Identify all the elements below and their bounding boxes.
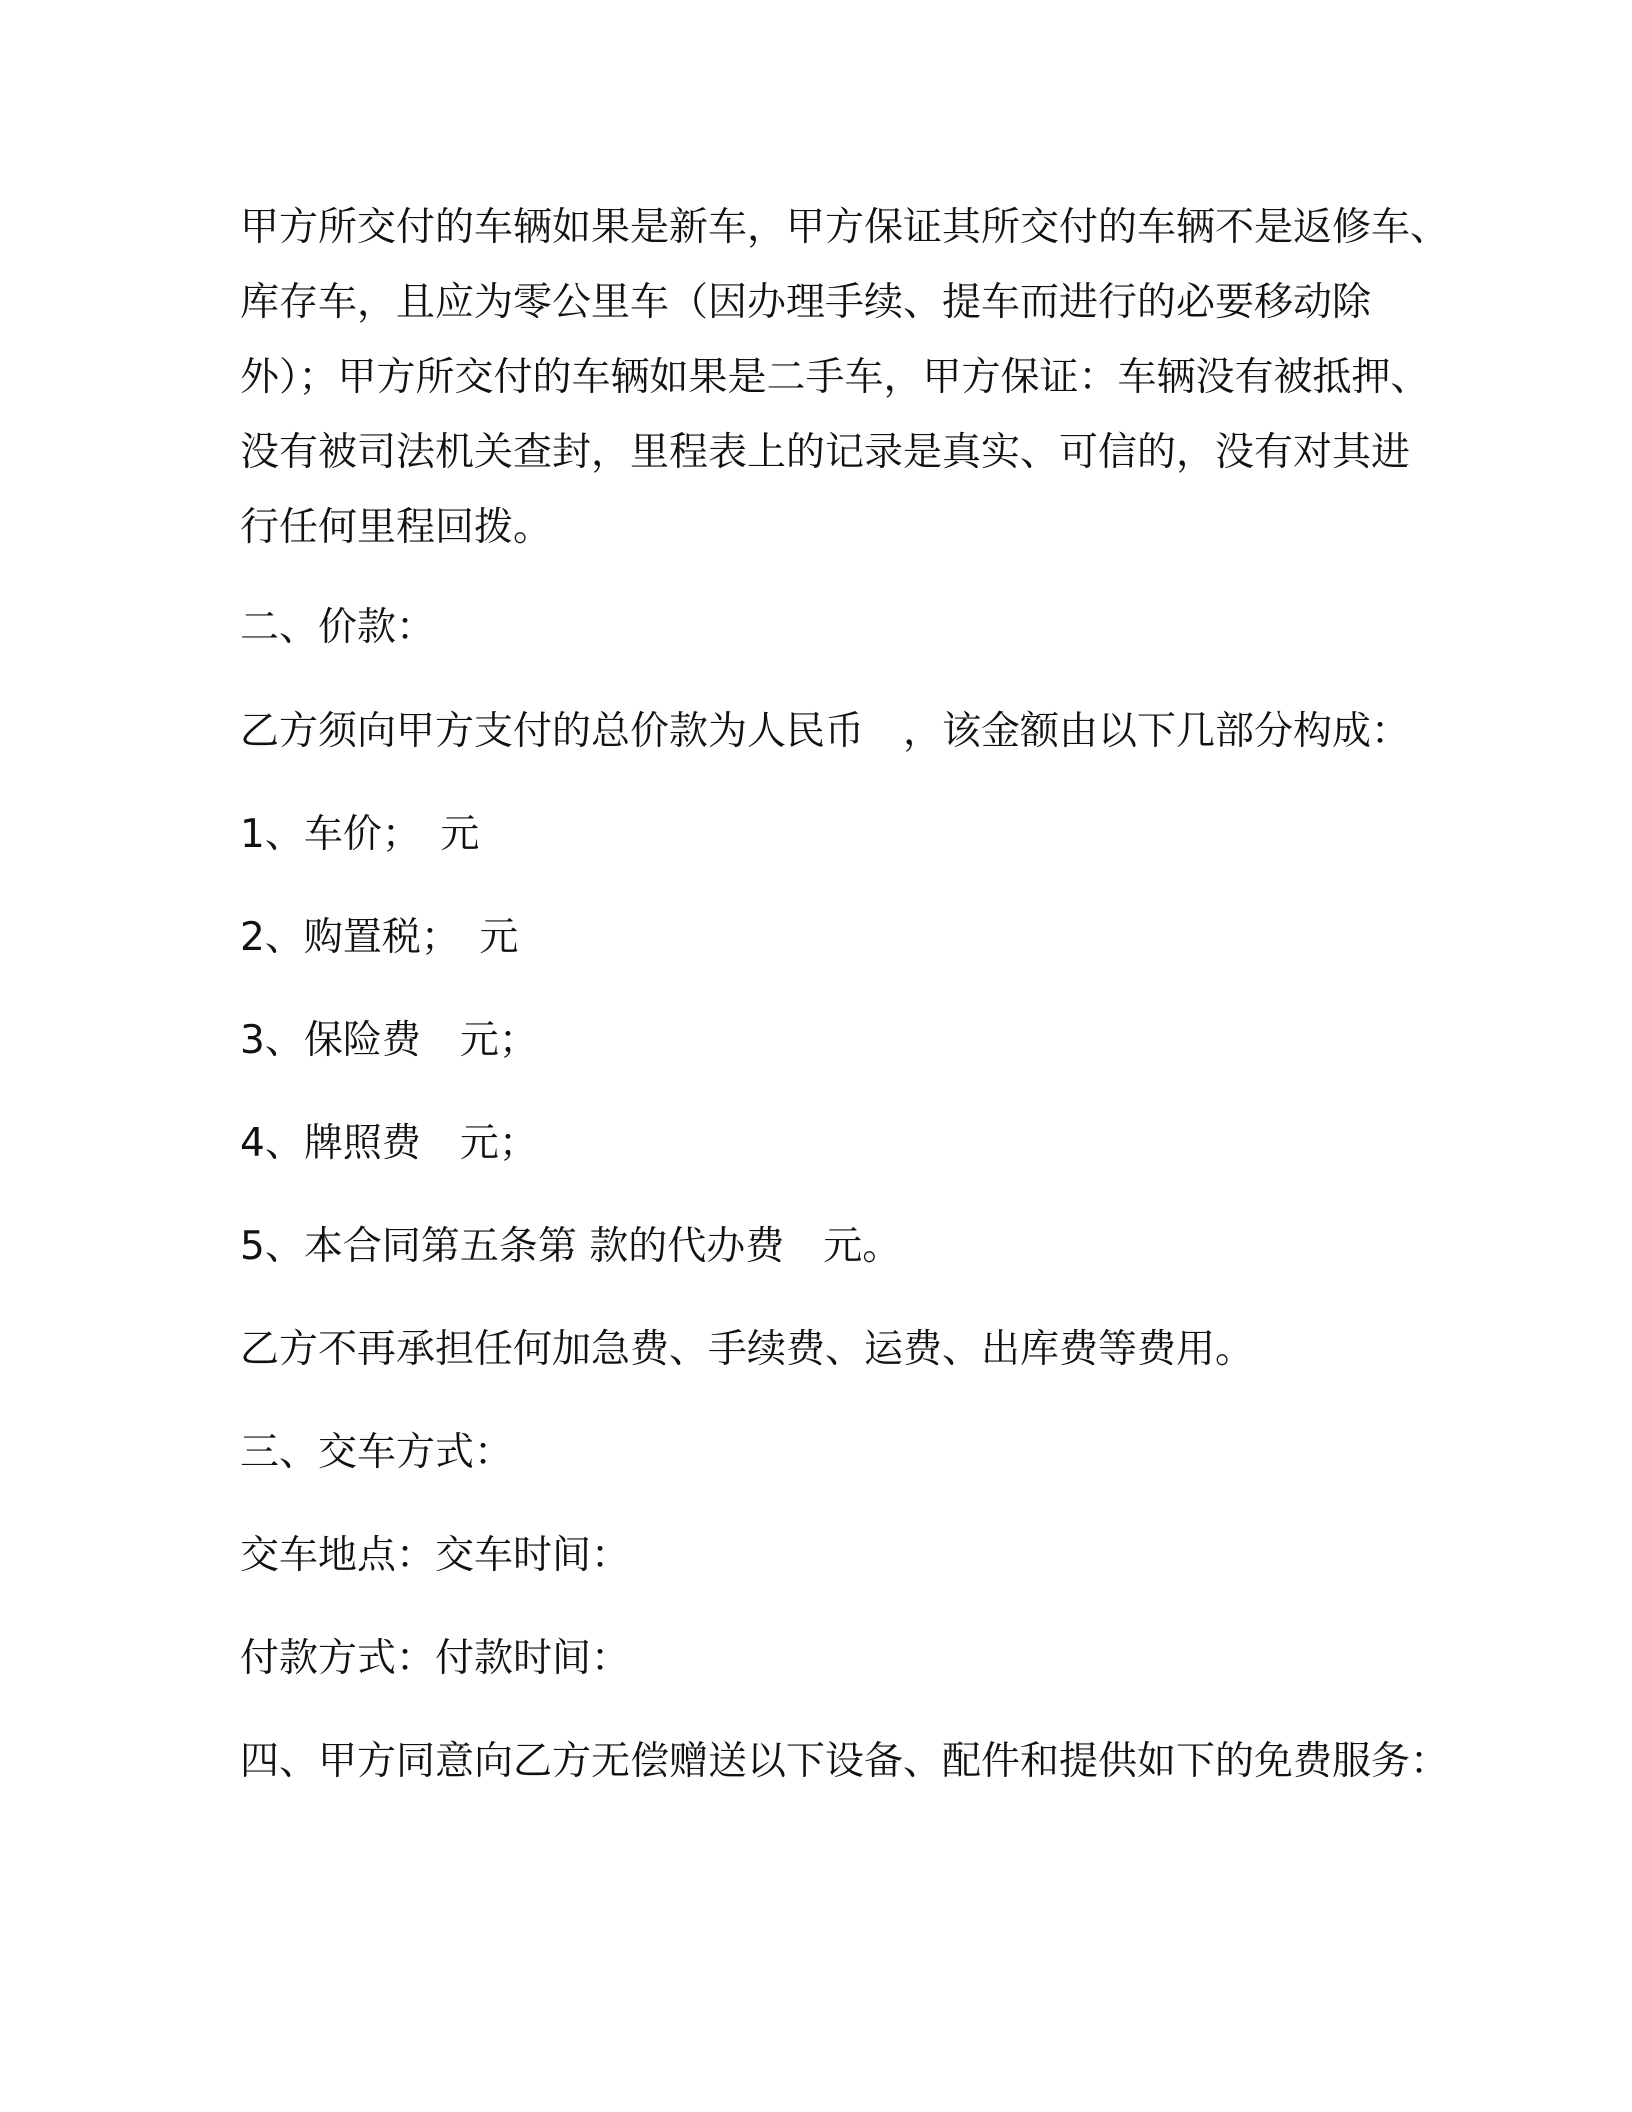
price-item-2: 2、购置税； 元 [240, 915, 519, 960]
delivery-line: 交车地点：交车时间： [240, 1533, 631, 1578]
price-item-1: 1、车价； 元 [240, 812, 480, 857]
section-2-heading: 二、价款： [240, 605, 436, 650]
intro-line-4: 没有被司法机关查封，里程表上的记录是真实、可信的，没有对其进 [240, 430, 1411, 475]
intro-line-1: 甲方所交付的车辆如果是新车，甲方保证其所交付的车辆不是返修车、 [240, 205, 1450, 250]
section-3-heading: 三、交车方式： [240, 1430, 514, 1475]
payment-line: 付款方式：付款时间： [240, 1636, 631, 1681]
intro-line-2: 库存车，且应为零公里车（因办理手续、提车而进行的必要移动除 [240, 280, 1372, 325]
intro-paragraph [240, 190, 1450, 565]
price-total-text: 乙方须向甲方支付的总价款为人民币 ，该金额由以下几部分构成： [240, 709, 1411, 754]
price-item-5: 5、本合同第五条第 款的代办费 元。 [240, 1224, 902, 1269]
section-4-heading: 四、甲方同意向乙方无偿赠送以下设备、配件和提供如下的免费服务： [240, 1739, 1450, 1784]
no-extra-fees-text: 乙方不再承担任何加急费、手续费、运费、出库费等费用。 [240, 1327, 1255, 1372]
price-item-3: 3、保险费 元； [240, 1018, 538, 1063]
intro-line-3: 外）；甲方所交付的车辆如果是二手车，甲方保证：车辆没有被抵押、 [240, 355, 1430, 400]
intro-line-5: 行任何里程回拨。 [240, 505, 553, 550]
price-item-4: 4、牌照费 元； [240, 1121, 538, 1166]
